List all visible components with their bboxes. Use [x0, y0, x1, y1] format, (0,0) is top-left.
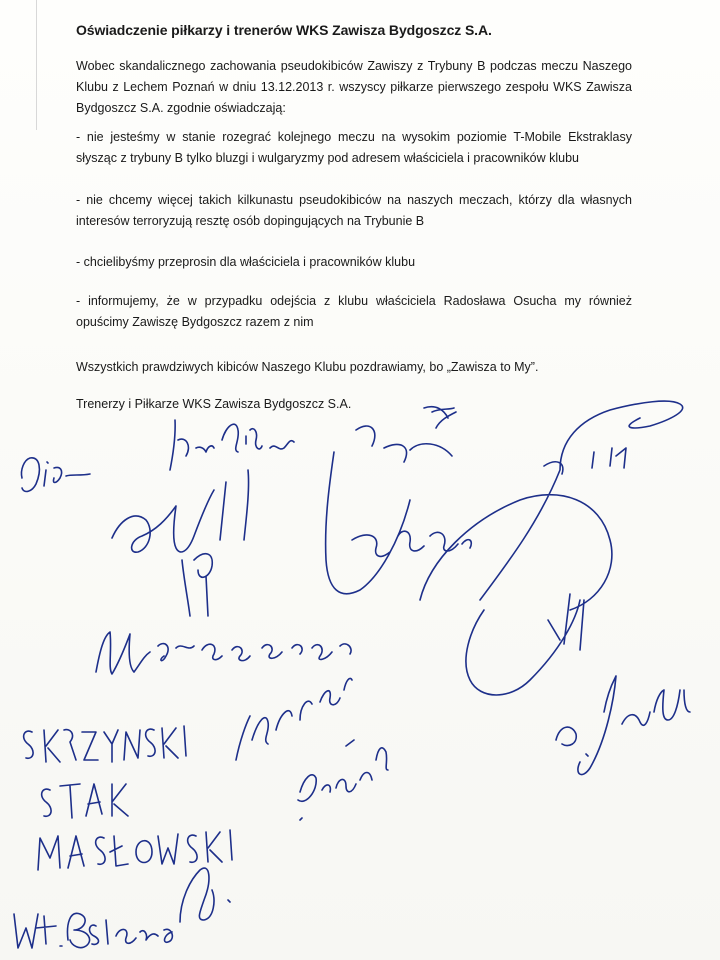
signature-right-large [420, 401, 683, 695]
signoff-line: Trenerzy i Piłkarze WKS Zawisza Bydgoszcz S.A. [76, 397, 352, 411]
signature-bottom-left [14, 868, 230, 948]
signature-mierzejewski [96, 632, 351, 674]
signature-top-right-mark [432, 408, 456, 428]
signature-jamus [298, 740, 388, 820]
point-2: - nie chcemy więcej takich kilkunastu pseudokibiców na naszych meczach, którzy dla własnych interesów terroryzują resztę osób dopingujących na Trybunie B [76, 193, 632, 228]
signature-dib [21, 458, 90, 492]
point-4: - informujemy, że w przypadku odejścia z klubu właściciela Radosława Osucha my również opuścimy Zawiszę Bydgoszcz razem z nim [76, 294, 632, 329]
statement-title: Oświadczenie piłkarzy i trenerów WKS Zawisza Bydgoszcz S.A. [76, 22, 492, 38]
signature-center-large [326, 407, 472, 594]
signature-kubicis [170, 420, 294, 470]
signature-stak [42, 784, 128, 818]
signature-maj [236, 678, 352, 760]
signature-nineteen [112, 470, 249, 616]
signature-skrzynski [24, 726, 186, 762]
signature-maslowski [38, 830, 232, 870]
closing-line: Wszystkich prawdziwych kibiców Naszego Klubu pozdrawiamy, bo „Zawisza to My”. [76, 360, 539, 374]
intro-paragraph: Wobec skandalicznego zachowania pseudokibiców Zawiszy z Trybuny B podczas meczu Naszego Klubu z Lechem Poznań w dniu 13.12.2013 r. wszyscy piłkarze pierwszego zespołu WKS Zawisza Bydgoszcz S.A. zgodnie oświadczają: [76, 59, 632, 115]
signature-p-jamlu [556, 676, 690, 775]
point-1: - nie jesteśmy w stanie rozegrać kolejnego meczu na wysokim poziomie T-Mobile Ekstraklasy słysząc z trybuny B tylko bluzgi i wulgaryzmy pod adresem właściciela i pracowników klubu [76, 130, 632, 165]
point-3: - chcielibyśmy przeprosin dla właściciela i pracowników klubu [76, 255, 416, 269]
